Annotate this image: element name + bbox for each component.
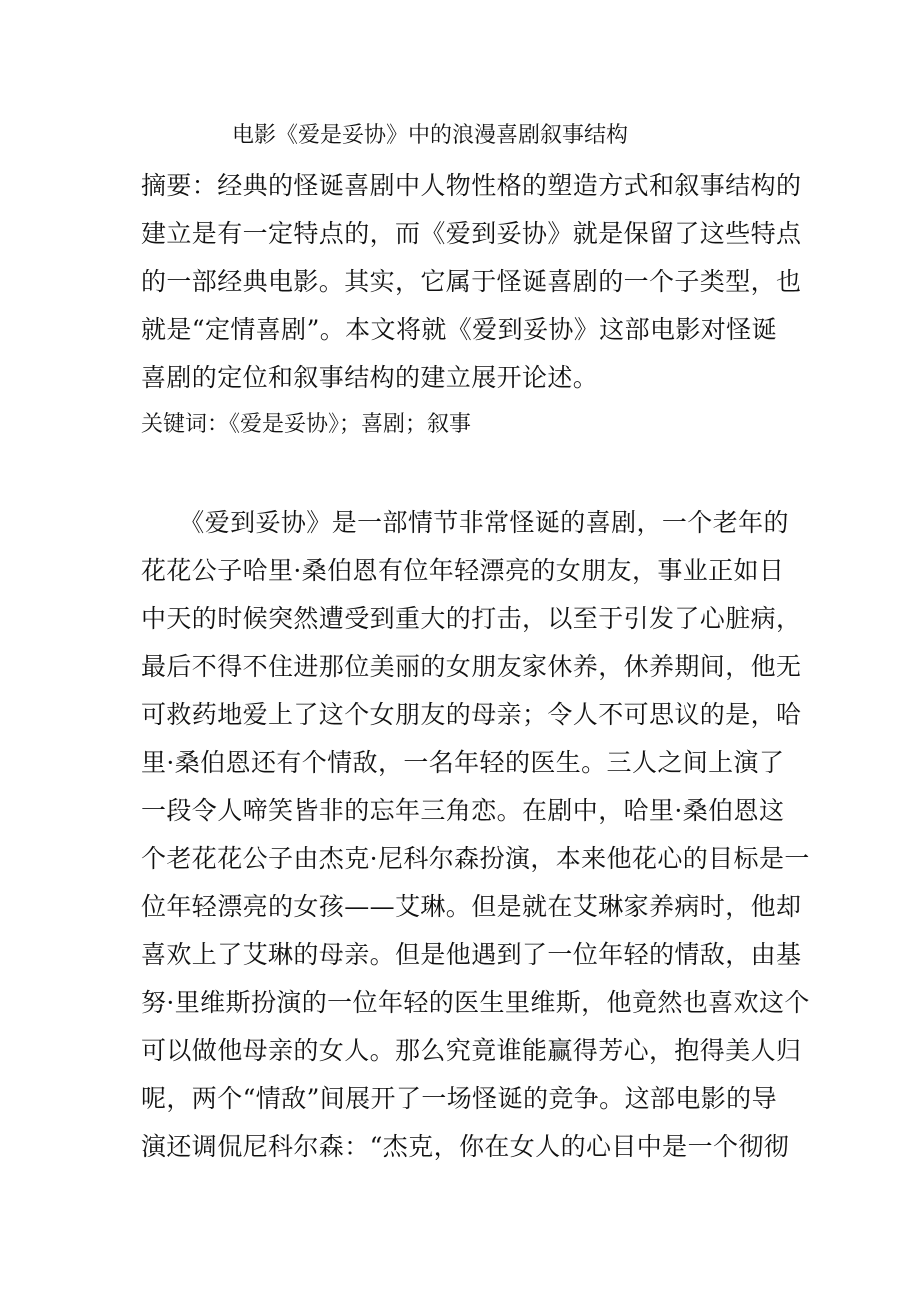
- body-line-9: 位年轻漂亮的女孩——艾琳。但是就在艾琳家养病时，他却: [141, 892, 802, 921]
- body-line-12: 可以做他母亲的女人。那么究竟谁能赢得芳心，抱得美人归: [141, 1036, 802, 1065]
- body-line-10: 喜欢上了艾琳的母亲。但是他遇到了一位年轻的情敌，由基: [141, 940, 802, 969]
- body-line-11: 努·里维斯扮演的一位年轻的医生里维斯，他竟然也喜欢这个: [141, 988, 810, 1017]
- body-line-14: 演还调侃尼科尔森：“杰克，你在女人的心目中是一个彻彻: [141, 1132, 790, 1161]
- keywords-line: 关键词：《爱是妥协》；喜剧；叙事: [141, 412, 472, 437]
- abstract-line-4: 就是“定情喜剧”。本文将就《爱到妥协》这部电影对怪诞: [141, 315, 777, 344]
- body-line-7: 一段令人啼笑皆非的忘年三角恋。在剧中，哈里·桑伯恩这: [141, 796, 785, 825]
- abstract-line-3: 的一部经典电影。其实，它属于怪诞喜剧的一个子类型，也: [141, 267, 802, 296]
- abstract-line-5: 喜剧的定位和叙事结构的建立展开论述。: [141, 363, 599, 392]
- document-title: 电影《爱是妥协》中的浪漫喜剧叙事结构: [232, 123, 629, 148]
- body-line-5: 可救药地爱上了这个女朋友的母亲；令人不可思议的是，哈: [141, 700, 802, 729]
- body-line-6: 里·桑伯恩还有个情敌，一名年轻的医生。三人之间上演了: [141, 748, 785, 777]
- abstract-line-1: 摘要：经典的怪诞喜剧中人物性格的塑造方式和叙事结构的: [141, 171, 802, 200]
- body-line-2: 花花公子哈里·桑伯恩有位年轻漂亮的女朋友，事业正如日: [141, 556, 785, 585]
- body-line-3: 中天的时候突然遭受到重大的打击，以至于引发了心脏病，: [141, 604, 802, 633]
- body-line-8: 个老花花公子由杰克·尼科尔森扮演，本来他花心的目标是一: [141, 844, 810, 873]
- abstract-line-2: 建立是有一定特点的，而《爱到妥协》就是保留了这些特点: [141, 219, 802, 248]
- body-line-4: 最后不得不住进那位美丽的女朋友家休养，休养期间，他无: [141, 652, 802, 681]
- body-line-13: 呢，两个“情敌”间展开了一场怪诞的竞争。这部电影的导: [141, 1084, 777, 1113]
- body-line-1: 《爱到妥协》是一部情节非常怪诞的喜剧，一个老年的: [141, 508, 789, 537]
